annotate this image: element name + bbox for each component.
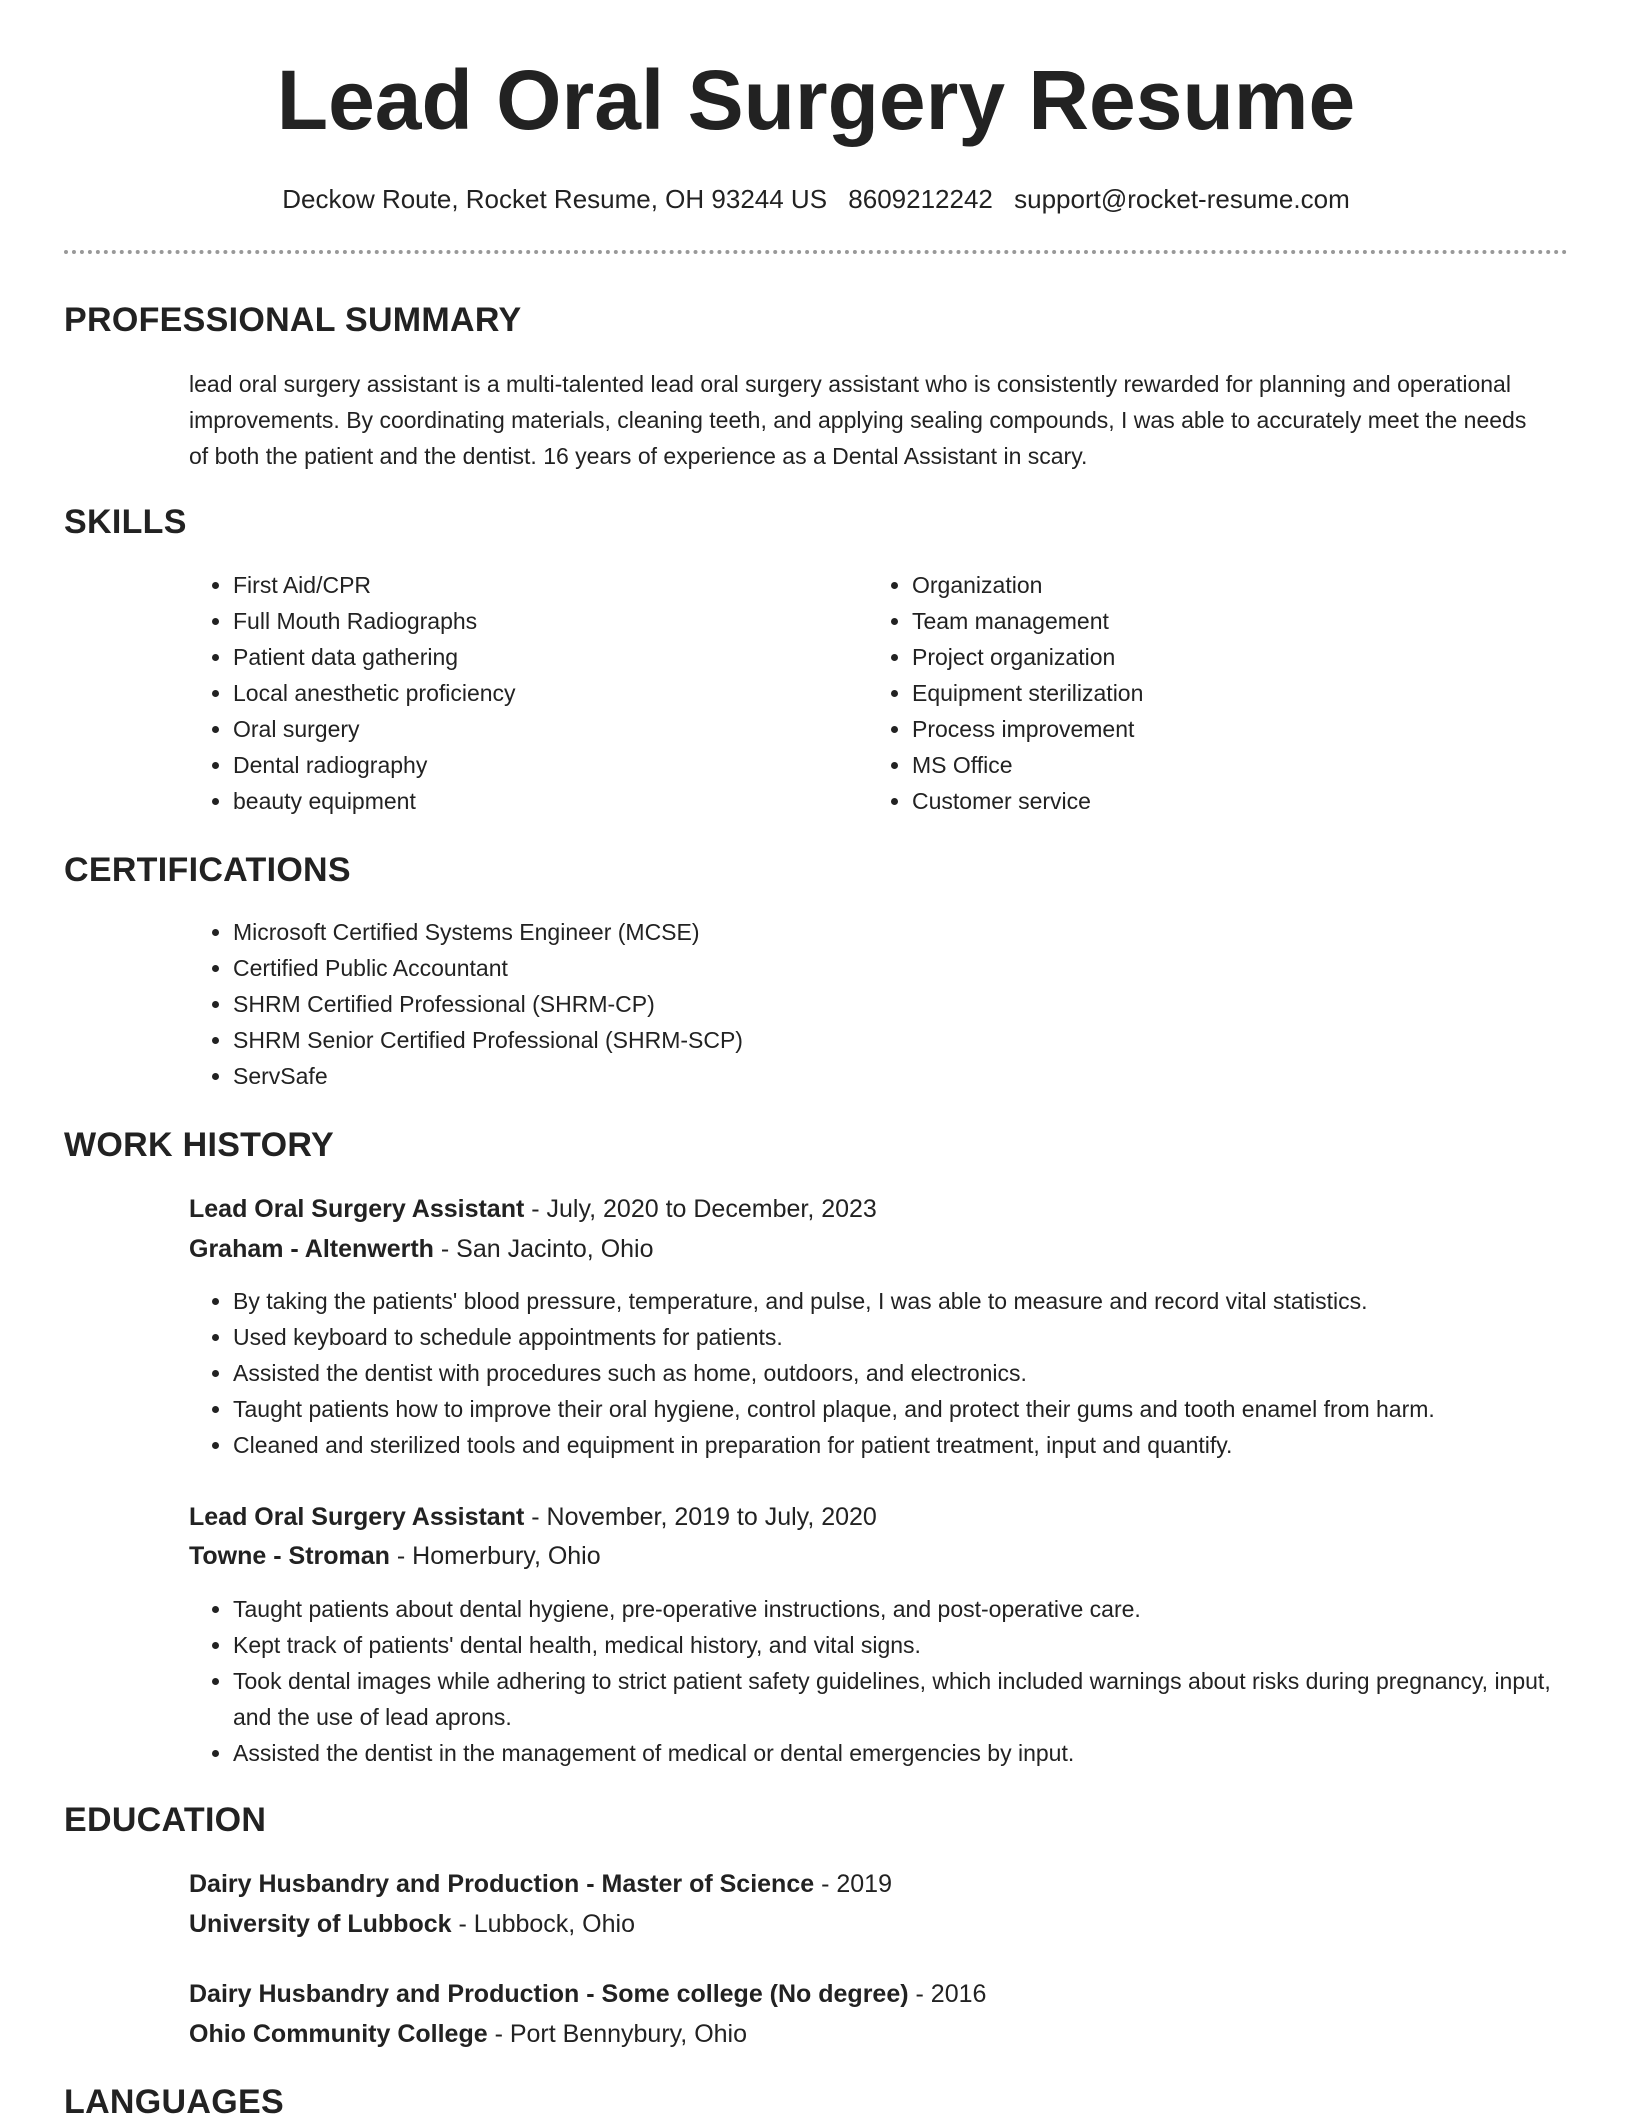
job-title-line	[189, 1497, 877, 1537]
job-title: Lead Oral Surgery Assistant	[189, 1503, 525, 1531]
education-school: Ohio Community College	[189, 2020, 488, 2048]
education-location: - Lubbock, Ohio	[451, 1910, 635, 1938]
resume-title: Lead Oral Surgery Resume	[276, 53, 1356, 147]
section-title-work-history: WORK HISTORY	[64, 1126, 334, 1164]
section-title-languages: LANGUAGES	[64, 2083, 284, 2121]
list-item: • beauty equipment	[233, 783, 833, 819]
contact-email: support@rocket-resume.com	[1014, 184, 1350, 214]
education-location: - Port Bennybury, Ohio	[487, 2020, 747, 2048]
section-title-education: EDUCATION	[64, 1801, 267, 1839]
list-item: • Taught patients how to improve their oral hygiene, control plaque, and protect their gums and tooth enamel from harm.	[233, 1391, 1632, 1427]
contact-address: Deckow Route, Rocket Resume, OH 93244 US	[282, 184, 828, 214]
job-location: - San Jacinto, Ohio	[433, 1235, 654, 1263]
education-school-line	[189, 2014, 747, 2054]
list-item: • Assisted the dentist in the management of medical or dental emergencies by input.	[233, 1735, 1573, 1771]
education-year: - 2019	[814, 1870, 892, 1898]
list-item: • Customer service	[912, 783, 1512, 819]
list-item: • Cleaned and sterilized tools and equipment in preparation for patient treatment, input and quantify.	[233, 1427, 1632, 1463]
job-bullets	[189, 1591, 1573, 1771]
list-item: • Project organization	[912, 639, 1512, 675]
skills-list-right	[868, 567, 1512, 819]
list-item: • Organization	[912, 567, 1512, 603]
section-title-skills: SKILLS	[64, 503, 187, 541]
list-item: • Assisted the dentist with procedures such as home, outdoors, and electronics.	[233, 1355, 1632, 1391]
job-company-line	[189, 1536, 601, 1576]
contact-phone: 8609212242	[848, 184, 993, 214]
list-item: • First Aid/CPR	[233, 567, 833, 603]
list-item: • Dental radiography	[233, 747, 833, 783]
header-divider	[64, 250, 1568, 254]
education-degree: Dairy Husbandry and Production - Master of Science	[189, 1870, 815, 1898]
list-item: • Kept track of patients' dental health, medical history, and vital signs.	[233, 1627, 1573, 1663]
job-dates: - November, 2019 to July, 2020	[524, 1503, 877, 1531]
education-school: University of Lubbock	[189, 1910, 452, 1938]
list-item: • Took dental images while adhering to strict patient safety guidelines, which included warnings about risks during pregnancy, input, and the use of lead aprons.	[233, 1663, 1573, 1735]
job-title: Lead Oral Surgery Assistant	[189, 1195, 525, 1223]
list-item: • Certified Public Accountant	[233, 950, 1533, 986]
list-item: • Team management	[912, 603, 1512, 639]
list-item: • Full Mouth Radiographs	[233, 603, 833, 639]
job-dates: - July, 2020 to December, 2023	[524, 1195, 877, 1223]
certifications-list	[189, 914, 1533, 1094]
list-item: • Patient data gathering	[233, 639, 833, 675]
education-degree-line	[189, 1864, 892, 1904]
job-company-line	[189, 1229, 654, 1269]
list-item: • Used keyboard to schedule appointments for patients.	[233, 1319, 1632, 1355]
education-year: - 2016	[908, 1980, 987, 2008]
list-item: • Equipment sterilization	[912, 675, 1512, 711]
job-location: - Homerbury, Ohio	[389, 1542, 601, 1570]
contact-line	[0, 182, 1632, 216]
summary-text: lead oral surgery assistant is a multi-talented lead oral surgery assistant who is consistently rewarded for planning and operational improvements. By coordinating materials, cleaning teeth, and applying sealing compounds, I was able to accurately meet the needs of both the patient and the dentist. 16 years of experience as a Dental Assistant in scary.	[189, 371, 1527, 469]
list-item: • Oral surgery	[233, 711, 833, 747]
list-item: • ServSafe	[233, 1058, 1533, 1094]
list-item: • MS Office	[912, 747, 1512, 783]
section-title-certifications: CERTIFICATIONS	[64, 851, 351, 889]
list-item: • SHRM Certified Professional (SHRM-CP)	[233, 986, 1533, 1022]
job-company: Towne - Stroman	[189, 1542, 390, 1570]
job-bullets	[189, 1283, 1632, 1463]
education-degree-line	[189, 1974, 986, 2014]
job-title-line	[189, 1189, 877, 1229]
list-item: • Taught patients about dental hygiene, pre-operative instructions, and post-operative care.	[233, 1591, 1573, 1627]
list-item: • By taking the patients' blood pressure, temperature, and pulse, I was able to measure and record vital statistics.	[233, 1283, 1632, 1319]
job-company: Graham - Altenwerth	[189, 1235, 434, 1263]
list-item: • Microsoft Certified Systems Engineer (MCSE)	[233, 914, 1533, 950]
skills-list-left	[189, 567, 833, 819]
list-item: • Process improvement	[912, 711, 1512, 747]
list-item: • Local anesthetic proficiency	[233, 675, 833, 711]
education-degree: Dairy Husbandry and Production - Some college (No degree)	[189, 1980, 909, 2008]
section-title-summary: PROFESSIONAL SUMMARY	[64, 301, 522, 339]
list-item: • SHRM Senior Certified Professional (SHRM-SCP)	[233, 1022, 1533, 1058]
education-school-line	[189, 1904, 635, 1944]
